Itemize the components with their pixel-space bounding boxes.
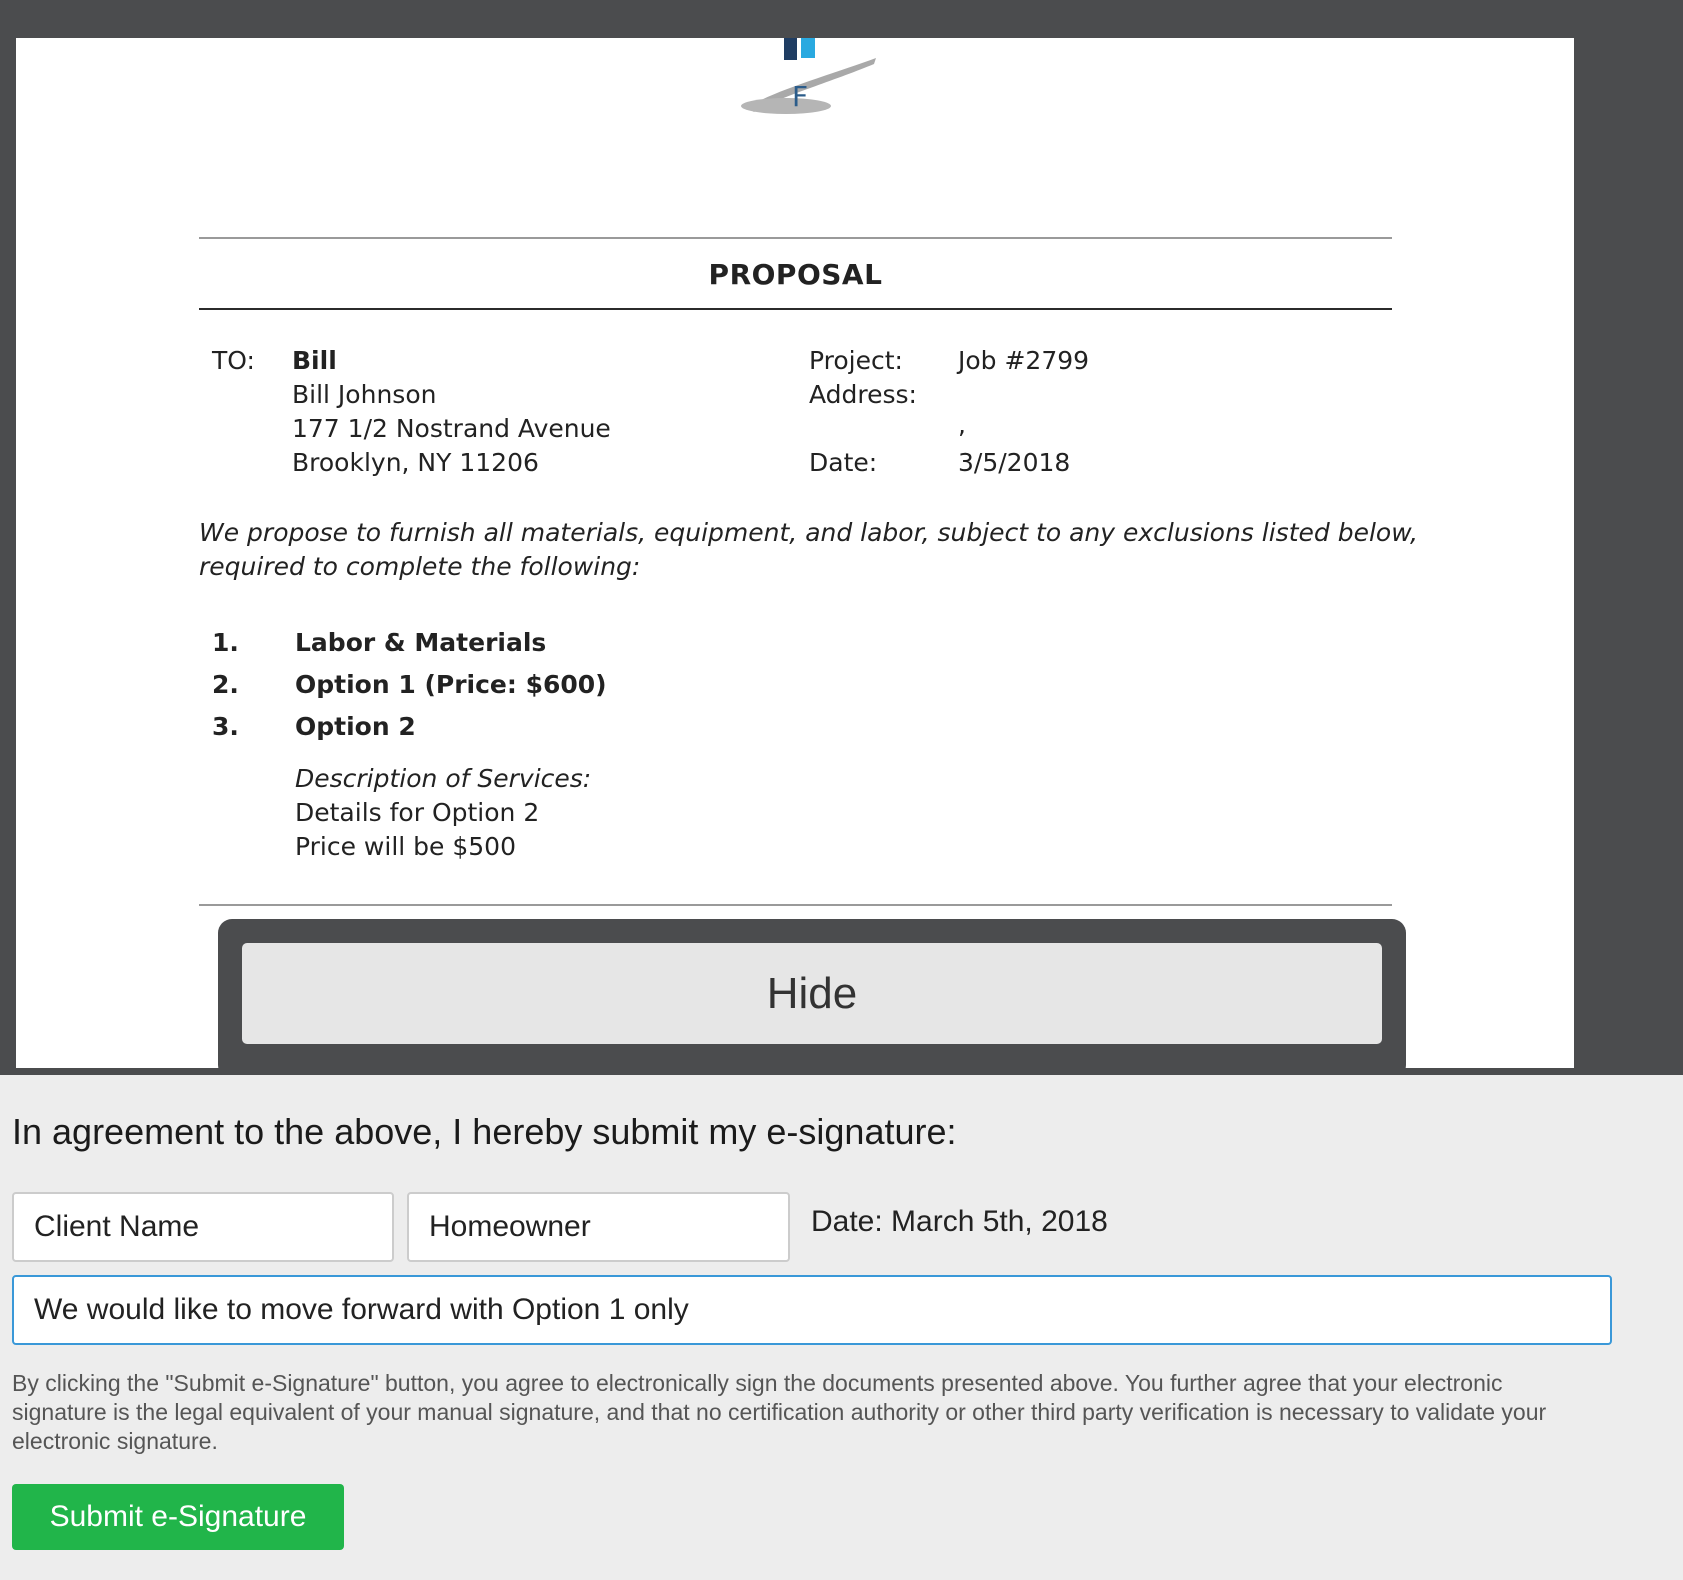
proposal-page <box>16 38 1574 1068</box>
signature-heading: In agreement to the above, I hereby submit my e-signature: <box>12 1111 957 1152</box>
item-number-2: 2. <box>212 670 239 699</box>
hide-button[interactable]: Hide <box>242 943 1382 1044</box>
to-label: TO: <box>212 346 255 375</box>
section-rule <box>199 904 1392 906</box>
project-label: Project: <box>809 346 903 375</box>
e-signature-panel <box>0 1075 1683 1580</box>
signature-date: Date: March 5th, 2018 <box>811 1205 1108 1238</box>
client-full-name: Bill Johnson <box>292 380 437 409</box>
description-line-2: Price will be $500 <box>295 832 516 861</box>
item-label-3: Option 2 <box>295 712 416 741</box>
project-value: Job #2799 <box>958 346 1090 375</box>
address-label: Address: <box>809 380 917 409</box>
company-logo <box>726 38 896 148</box>
item-number-1: 1. <box>212 628 239 657</box>
title-rule-top <box>199 237 1392 239</box>
client-street: 177 1/2 Nostrand Avenue <box>292 414 611 443</box>
description-line-1: Details for Option 2 <box>295 798 540 827</box>
logo-letter: F <box>792 80 809 113</box>
comment-field[interactable] <box>12 1275 1612 1345</box>
description-heading: Description of Services: <box>295 764 592 793</box>
hide-panel <box>218 919 1406 1079</box>
signature-disclaimer: By clicking the "Submit e-Signature" button, you agree to electronically sign the documents presented above. You further agree that your electronic signature is the legal equivalent of your manual signature, and that no certification authority or other third party verification is necessary to validate your electronic signature. <box>12 1370 1547 1454</box>
item-label-1: Labor & Materials <box>295 628 547 657</box>
document-title: PROPOSAL <box>708 258 883 291</box>
title-rule-bottom <box>199 308 1392 310</box>
intro-line-1: We propose to furnish all materials, equipment, and labor, subject to any exclusions listed below, <box>199 518 1418 547</box>
client-city-state-zip: Brooklyn, NY 11206 <box>292 448 539 477</box>
item-number-3: 3. <box>212 712 239 741</box>
client-short-name: Bill <box>292 346 337 375</box>
item-label-2: Option 1 (Price: $600) <box>295 670 607 699</box>
client-name-field[interactable] <box>12 1192 394 1262</box>
date-value: 3/5/2018 <box>958 448 1071 477</box>
role-field[interactable] <box>407 1192 790 1262</box>
submit-esignature-button[interactable]: Submit e-Signature <box>12 1484 344 1550</box>
intro-line-2: required to complete the following: <box>199 552 641 581</box>
address-value: , <box>958 410 966 439</box>
date-label: Date: <box>809 448 878 477</box>
